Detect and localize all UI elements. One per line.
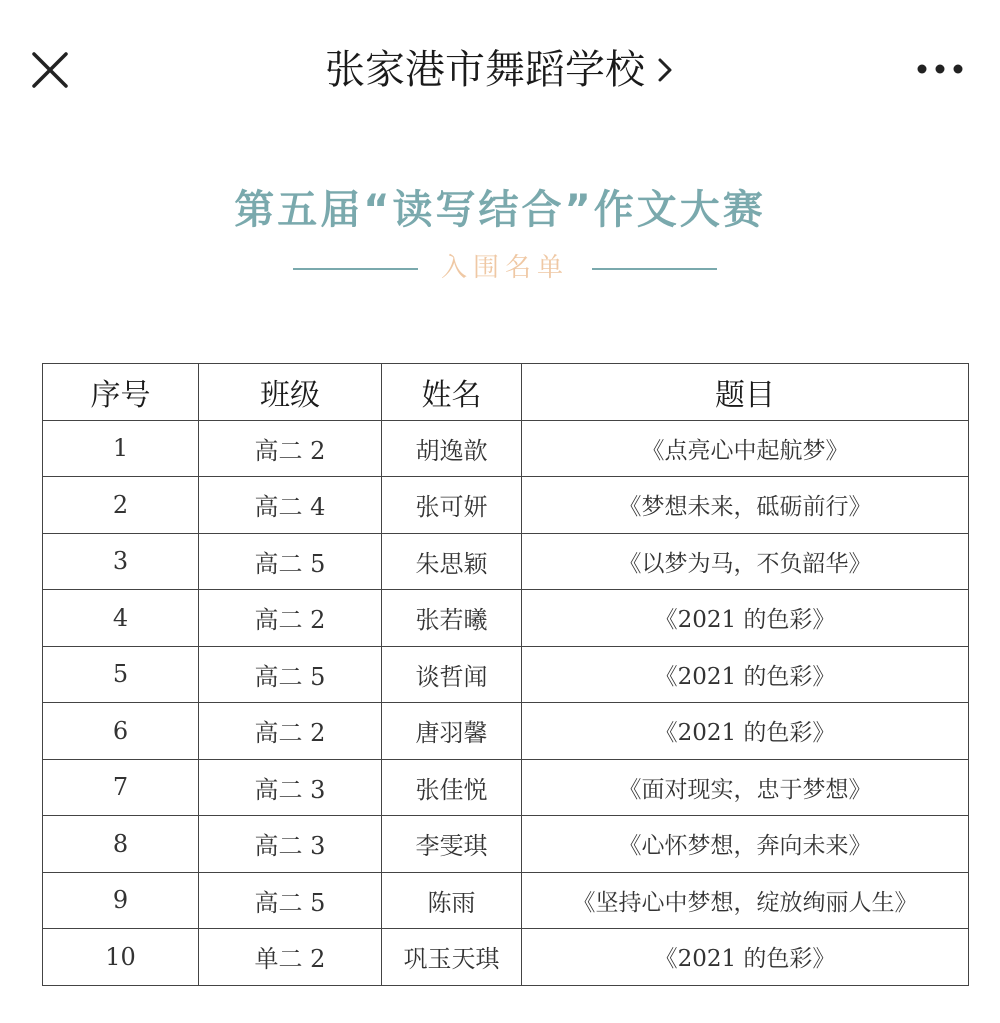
- cell-title: 《面对现实，忠于梦想》: [522, 759, 969, 816]
- table-row: [43, 477, 969, 534]
- cell-index: 10: [43, 929, 199, 986]
- finalist-table: [42, 363, 969, 986]
- cell-class: 高二 5: [199, 872, 382, 929]
- subtitle-divider-right: [592, 268, 717, 270]
- table-header-row: [43, 364, 969, 421]
- cell-name: 陈雨: [382, 872, 522, 929]
- cell-title: 《梦想未来，砥砺前行》: [522, 477, 969, 534]
- cell-index: 4: [43, 590, 199, 647]
- table-row: [43, 646, 969, 703]
- cell-name: 张可妍: [382, 477, 522, 534]
- table-row: [43, 759, 969, 816]
- cell-name: 谈哲闻: [382, 646, 522, 703]
- cell-name: 巩玉天琪: [382, 929, 522, 986]
- cell-class: 高二 2: [199, 420, 382, 477]
- more-options-button[interactable]: [914, 54, 966, 84]
- cell-title: 《点亮心中起航梦》: [522, 420, 969, 477]
- subtitle-divider-left: [293, 268, 418, 270]
- header-title: 题目: [522, 364, 969, 421]
- cell-class: 高二 2: [199, 590, 382, 647]
- more-dots-icon: [914, 54, 966, 84]
- top-nav-bar: [0, 0, 1000, 140]
- contest-title: 第五届“读写结合”作文大赛: [234, 187, 766, 233]
- cell-title: 《2021 的色彩》: [522, 590, 969, 647]
- cell-title: 《2021 的色彩》: [522, 703, 969, 760]
- account-name: 张家港市舞蹈学校: [325, 47, 645, 93]
- table-row: [43, 590, 969, 647]
- cell-class: 高二 3: [199, 816, 382, 873]
- cell-index: 2: [43, 477, 199, 534]
- subtitle-text: 入围名单: [440, 253, 569, 283]
- cell-index: 3: [43, 533, 199, 590]
- cell-title: 《心怀梦想，奔向未来》: [522, 816, 969, 873]
- cell-name: 朱思颖: [382, 533, 522, 590]
- cell-index: 8: [43, 816, 199, 873]
- cell-name: 张佳悦: [382, 759, 522, 816]
- account-name-link[interactable]: [325, 42, 675, 98]
- table-row: [43, 703, 969, 760]
- table-row: [43, 872, 969, 929]
- cell-index: 9: [43, 872, 199, 929]
- header-name: 姓名: [382, 364, 522, 421]
- cell-title: 《2021 的色彩》: [522, 646, 969, 703]
- table-row: [43, 929, 969, 986]
- table-row: [43, 816, 969, 873]
- chevron-right-icon: [655, 54, 675, 86]
- header-class: 班级: [199, 364, 382, 421]
- cell-name: 李雯琪: [382, 816, 522, 873]
- cell-class: 单二 2: [199, 929, 382, 986]
- cell-class: 高二 5: [199, 533, 382, 590]
- cell-class: 高二 2: [199, 703, 382, 760]
- header-index: 序号: [43, 364, 199, 421]
- cell-name: 胡逸歆: [382, 420, 522, 477]
- cell-index: 1: [43, 420, 199, 477]
- cell-class: 高二 3: [199, 759, 382, 816]
- cell-class: 高二 4: [199, 477, 382, 534]
- cell-index: 7: [43, 759, 199, 816]
- cell-title: 《坚持心中梦想，绽放绚丽人生》: [522, 872, 969, 929]
- cell-title: 《2021 的色彩》: [522, 929, 969, 986]
- table-row: [43, 533, 969, 590]
- table-row: [43, 420, 969, 477]
- cell-index: 5: [43, 646, 199, 703]
- subtitle-row: [0, 248, 1000, 288]
- cell-name: 唐羽馨: [382, 703, 522, 760]
- cell-title: 《以梦为马，不负韶华》: [522, 533, 969, 590]
- cell-name: 张若曦: [382, 590, 522, 647]
- cell-index: 6: [43, 703, 199, 760]
- cell-class: 高二 5: [199, 646, 382, 703]
